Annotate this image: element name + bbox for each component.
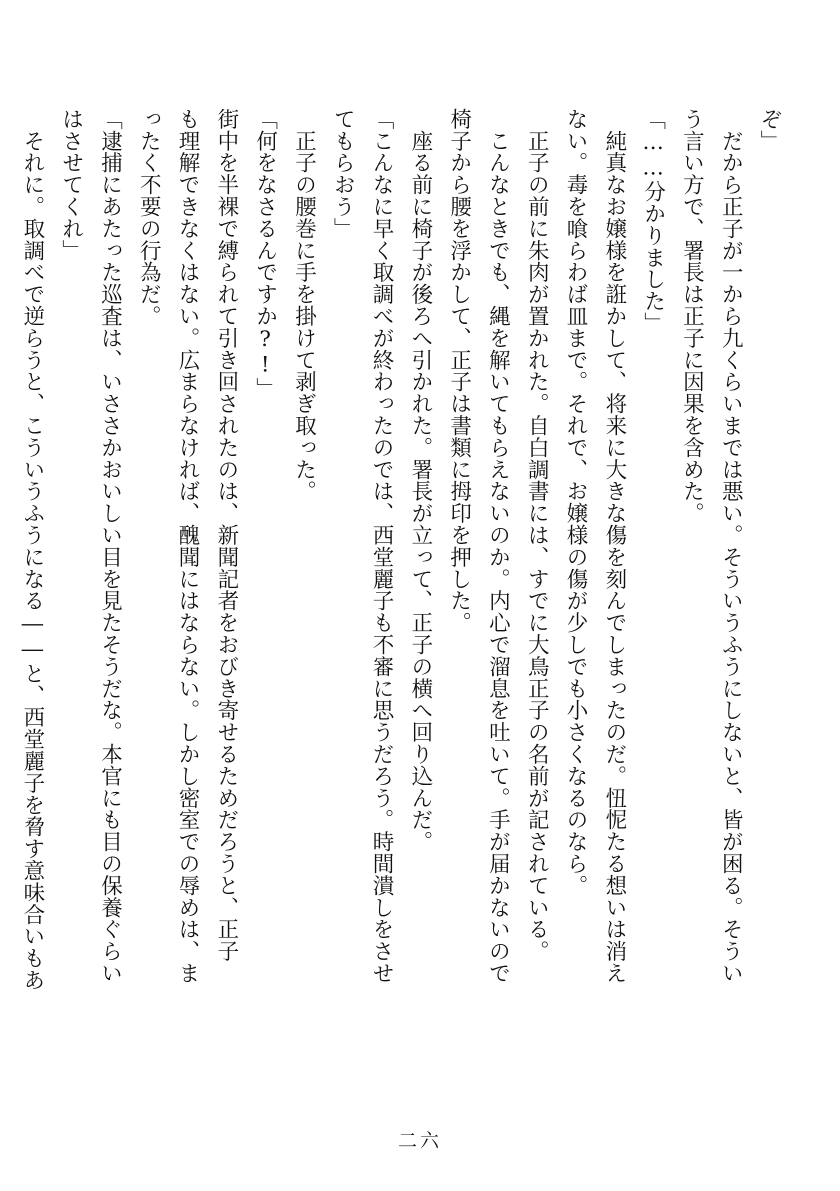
text-column: てもらおう」 [330, 108, 356, 240]
text-column: 純真なお嬢様を誑かして、将来に大きな傷を刻んでしまったのだ。忸怩たる想いは消え [601, 129, 627, 985]
text-column: こんなときでも、縄を解いてもらえないのか。内心で溜息を吐いて。手が届かないので [485, 129, 511, 985]
page-number: 二六 [397, 1130, 442, 1152]
text-column: 正子の腰巻に手を掛けて剥ぎ取った。 [291, 129, 317, 503]
text-column: 椅子から腰を浮かして、正子は書類に拇印を押した。 [446, 108, 472, 634]
text-column: 正子の前に朱肉が置かれた。自白調書には、すでに大鳥正子の名前が記されている。 [524, 129, 550, 963]
text-column: ない。毒を喰らわば皿まで。それで、お嬢様の傷が少しでも小さくなるのなら。 [563, 108, 589, 897]
text-column: 座る前に椅子が後ろへ引かれた。署長が立って、正子の横へ回り込んだ。 [407, 129, 433, 853]
text-column: ったく不要の行為だ。 [136, 108, 162, 327]
text-column: 「何をなさるんですか?!」 [252, 108, 278, 400]
text-column: はさせてくれ」 [58, 108, 84, 262]
text-column: う言い方で、署長は正子に因果を含めた。 [679, 108, 705, 525]
text-column: 「……分かりました」 [640, 108, 666, 334]
text-column: ぞ」 [757, 108, 782, 152]
text-column: だから正子が一から九くらいまでは悪い。そういうふうにしないと、皆が困る。そうい [718, 129, 744, 985]
text-column: も理解できなくはない。広まらなければ、醜聞にはならない。しかし密室での辱めは、ま [175, 108, 201, 984]
text-column: それに。取調べで逆らうと、こういうふうになる――と、西堂麗子を脅す意味合いもあ [19, 129, 45, 992]
text-column: 「こんなに早く取調べが終わったのでは、西堂麗子も不審に思うだろう。時間潰しをさせ [369, 108, 395, 984]
text-column: 「逮捕にあたった巡査は、いささかおいしい目を見たそうだな。本官にも目の保養ぐらい [97, 108, 123, 984]
text-column: 街中を半裸で縛られて引き回されたのは、新聞記者をおびき寄せるためだろうと、正子 [213, 108, 239, 963]
vertical-text-body [12, 108, 788, 998]
